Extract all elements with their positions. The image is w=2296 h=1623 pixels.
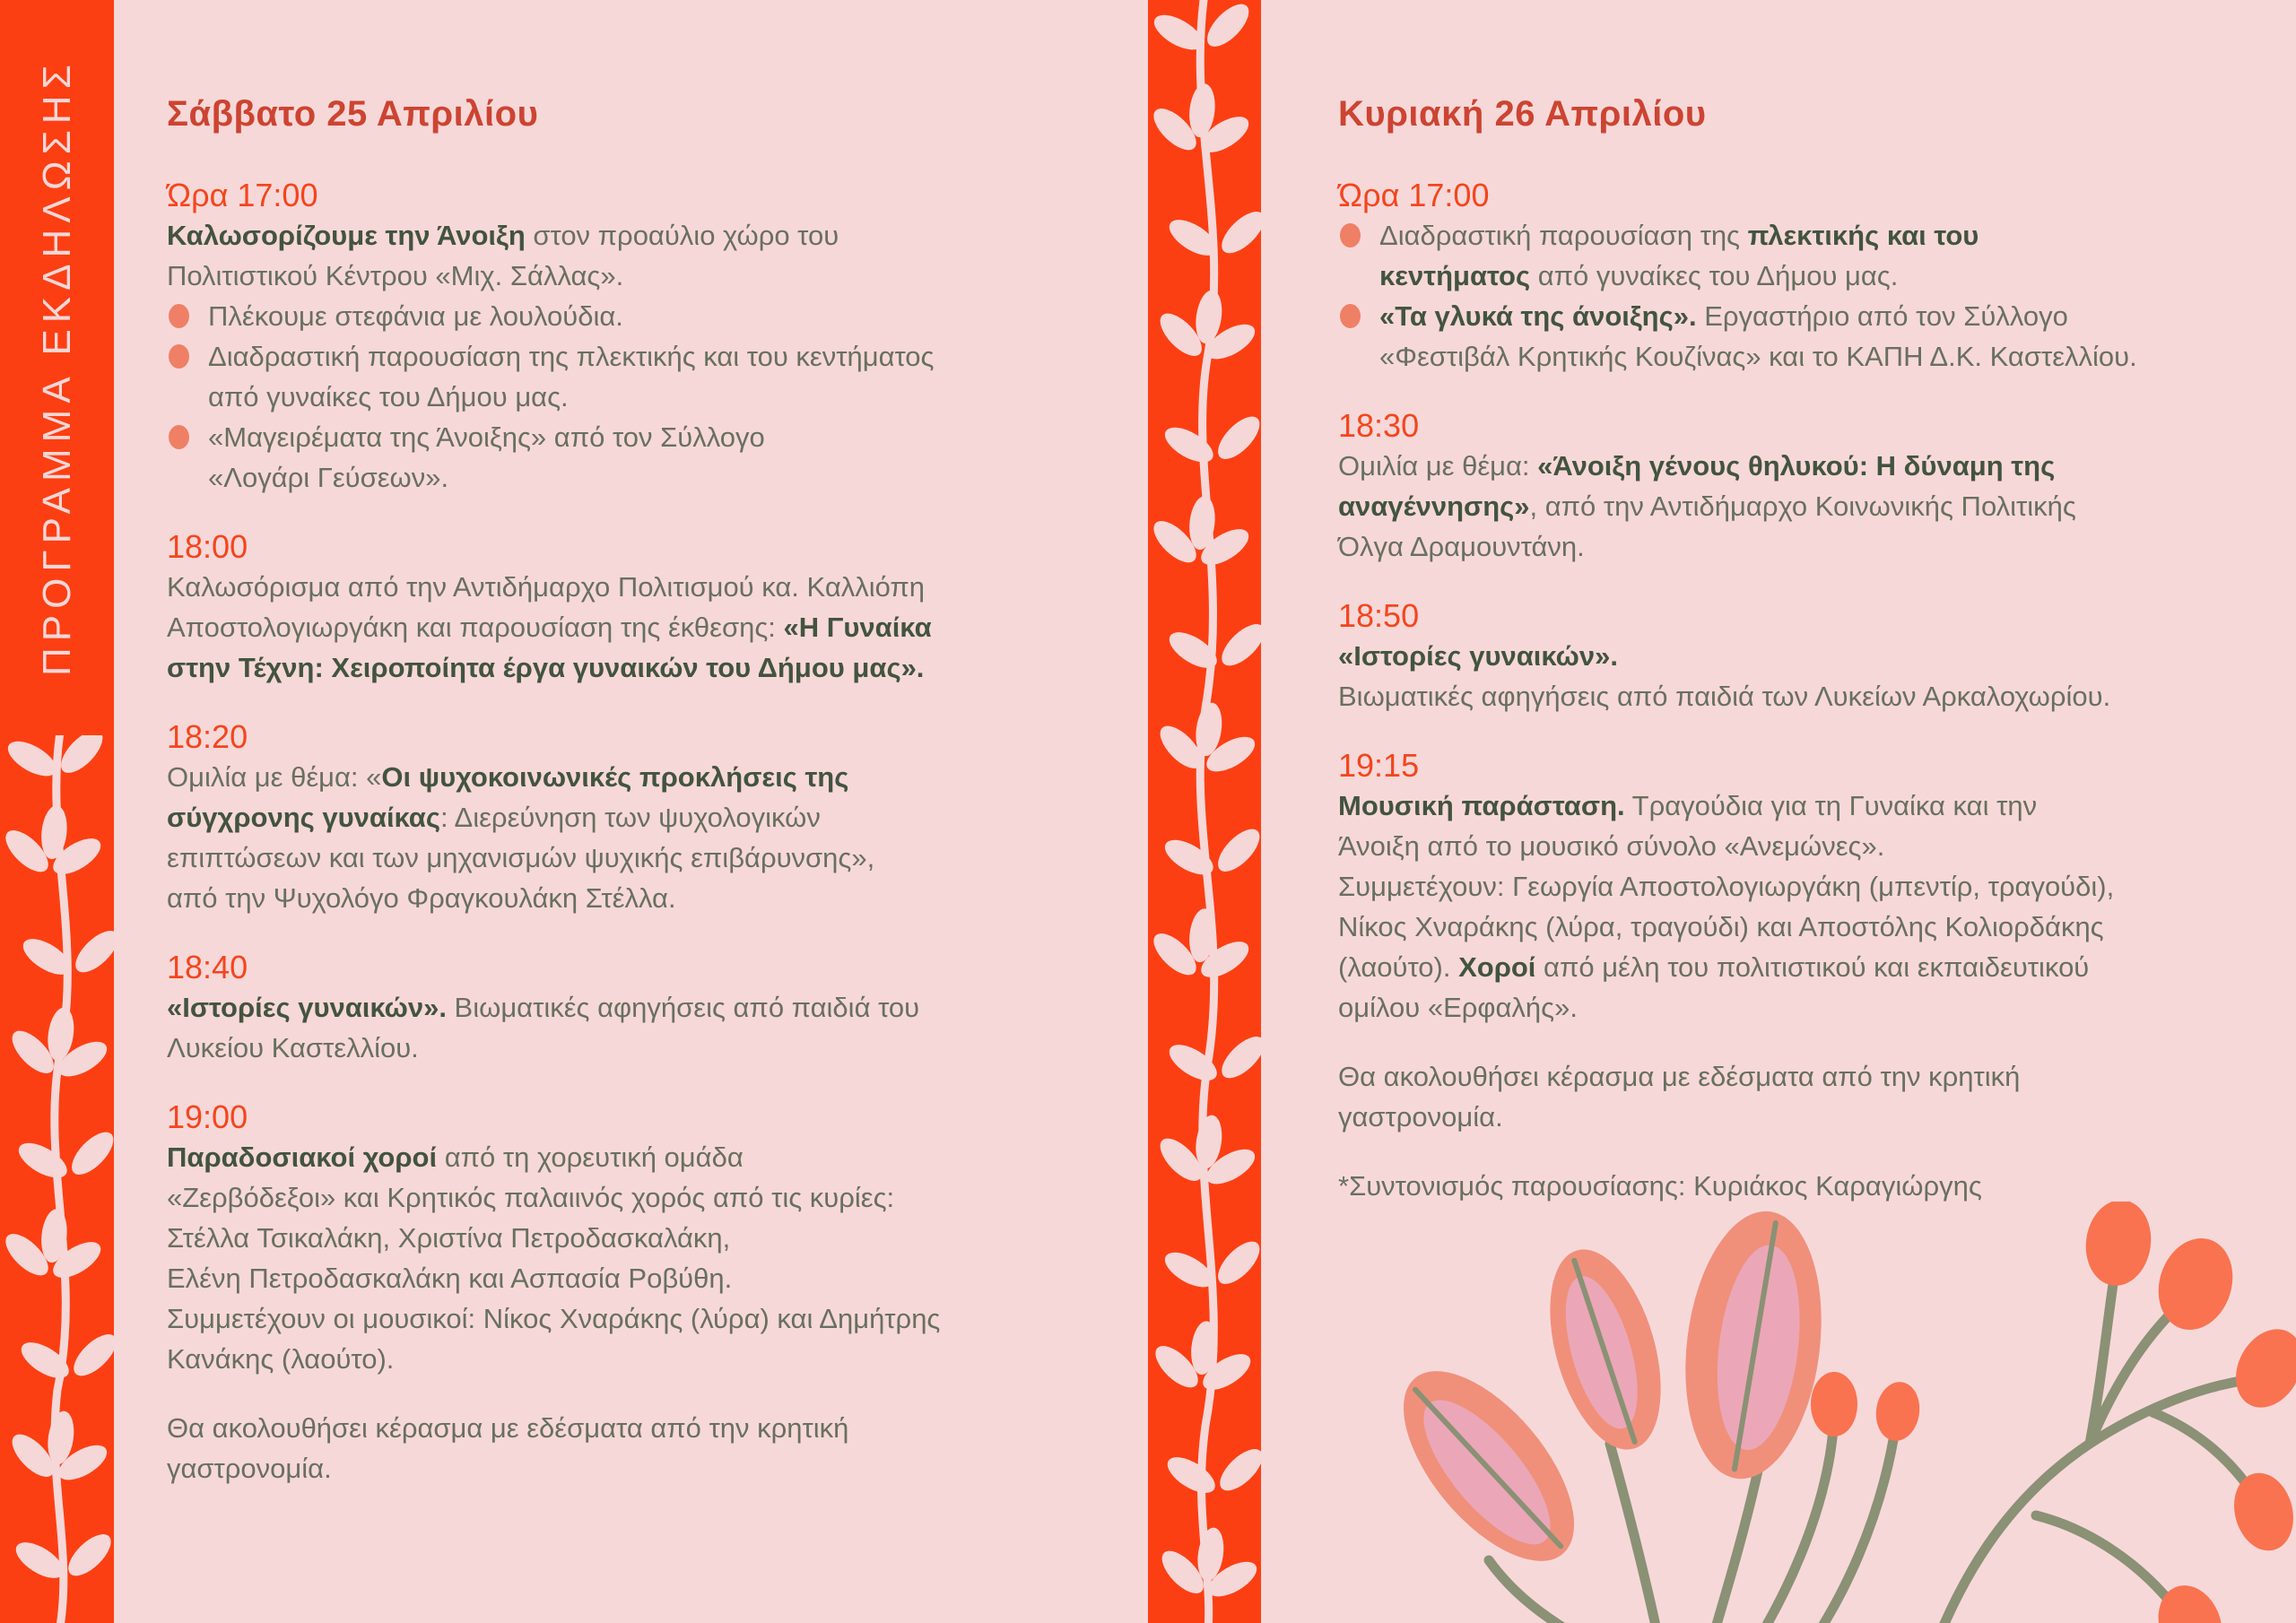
time-label: 18:40 [167,949,248,985]
time-label: Ώρα 17:00 [1338,177,1490,213]
paragraph: «Ιστορίες γυναικών». Βιωματικές αφηγήσεις από παιδιά του Λυκείου Καστελλίου. [167,992,920,1063]
paragraph: Θα ακολουθήσει κέρασμα με εδέσματα από την κρητική γαστρονομία. [167,1412,849,1484]
event-18-20 [167,716,1118,918]
saturday-column [167,94,1118,1517]
saturday-events [167,175,1118,1488]
time-label: 18:50 [1338,597,1420,634]
bullet-item: Πλέκουμε στεφάνια με λουλούδια. [167,296,1118,336]
event-18-30 [1338,405,2271,567]
sunday-column [1338,94,2271,1235]
footnote [1338,1166,2271,1206]
vine-leaf-icon [0,735,114,1623]
paragraph: Μουσική παράσταση. Τραγούδια για τη Γυναίκα και την Άνοιξη από το μουσικό σύνολο «Ανεμώνες». Συμμετέχουν: Γεωργία Αποστολογιωργάκη (μπεντίρ, τραγούδι), Νίκος Χναράκης (λύρα, τραγούδι) και Αποστόλης Κολιορδάκης (λαούτο). Χοροί από μέλη του πολιτιστικού και εκπαιδευτικού ομίλου «Ερφαλής». [1338,790,2115,1023]
bullet-item: Διαδραστική παρουσίαση της πλεκτικής και του κεντήματος από γυναίκες του Δήμου μας. [1338,215,2271,296]
event-ora-17-00 [1338,175,2271,377]
bullet-dot-icon [169,344,189,369]
flower-berries-icon [1345,1202,2296,1623]
paragraph: Καλωσορίζουμε την Άνοιξη στον προαύλιο χώρο του Πολιτιστικού Κέντρου «Μιχ. Σάλλας». [167,220,839,291]
time-label: 18:00 [167,528,248,565]
event-19-15 [1338,745,2271,1028]
paragraph: Παραδοσιακοί χοροί από τη χορευτική ομάδα «Ζερβόδεξοι» και Κρητικός παλαιινός χορός από τις κυρίες: Στέλλα Τσικαλάκη, Χριστίνα Πετροδασκαλάκη, Ελένη Πετροδασκαλάκη και Ασπασία Ροβύθη. Συμμετέχουν οι μουσικοί: Νίκος Χναράκης (λύρα) και Δημήτρης Κανάκης (λαούτο). [167,1141,941,1375]
time-label: Ώρα 17:00 [167,177,318,213]
sunday-events [1338,175,2271,1206]
bullet-item: Διαδραστική παρουσίαση της πλεκτικής και του κεντήματος από γυναίκες του Δήμου μας. [167,336,1118,417]
program-vertical-title: ΠΡΟΓΡΑΜΜΑ ΕΚΔΗΛΩΣΗΣ [35,58,79,677]
paragraph: Θα ακολουθήσει κέρασμα με εδέσματα από την κρητική γαστρονομία. [1338,1061,2021,1133]
event-18-40 [167,947,1118,1068]
paragraph: *Συντονισμός παρουσίασης: Κυριάκος Καραγιώργης [1338,1170,1982,1202]
paragraph: Ομιλία με θέμα: «Άνοιξη γένους θηλυκού: Η δύναμη της αναγέννησης», από την Αντιδήμαρχο Κοινωνικής Πολιτικής Όλγα Δραμουντάνη. [1338,450,2076,562]
time-label: 18:20 [167,718,248,755]
time-label: 19:15 [1338,747,1420,784]
day-title: Σάββατο 25 Απριλίου [167,94,539,134]
event-18-00 [167,526,1118,688]
bullet-dot-icon [169,425,189,449]
event-19-00 [167,1097,1118,1379]
closing-note [1338,1056,2271,1137]
event-18-50 [1338,595,2271,716]
left-red-stripe [0,0,114,1623]
day-title: Κυριακή 26 Απριλίου [1338,94,1707,134]
middle-red-stripe [1148,0,1261,1623]
flower-leaves [1372,1203,1836,1590]
time-label: 19:00 [167,1098,248,1135]
closing-note [167,1408,1118,1488]
bullet-dot-icon [169,304,189,328]
time-label: 18:30 [1338,407,1420,444]
vine-leaf-icon [1148,0,1261,1623]
bullet-dot-icon [1340,304,1361,328]
paragraph: «Ιστορίες γυναικών». Βιωματικές αφηγήσεις από παιδιά των Λυκείων Αρκαλοχωρίου. [1338,640,2111,712]
bullet-item: «Μαγειρέματα της Άνοιξης» από τον Σύλλογο «Λογάρι Γεύσεων». [167,417,1118,498]
paragraph: Καλωσόρισμα από την Αντιδήμαρχο Πολιτισμού κα. Καλλιόπη Αποστολογιωργάκη και παρουσίαση της έκθεσης: «Η Γυναίκα στην Τέχνη: Χειροποίητα έργα γυναικών του Δήμου μας». [167,571,932,683]
bullet-dot-icon [1340,223,1361,247]
bullet-item: «Τα γλυκά της άνοιξης». Εργαστήριο από τον Σύλλογο «Φεστιβάλ Κρητικής Κουζίνας» και το ΚΑΠΗ Δ.Κ. Καστελλίου. [1338,296,2271,377]
flower-berries [1811,1202,2296,1623]
paragraph: Ομιλία με θέμα: «Οι ψυχοκοινωνικές προκλήσεις της σύγχρονης γυναίκας: Διερεύνηση των ψυχολογικών επιπτώσεων και των μηχανισμών ψυχικής επιβάρυνσης», από την Ψυχολόγο Φραγκουλάκη Στέλλα. [167,761,875,914]
event-ora-17-00 [167,175,1118,498]
